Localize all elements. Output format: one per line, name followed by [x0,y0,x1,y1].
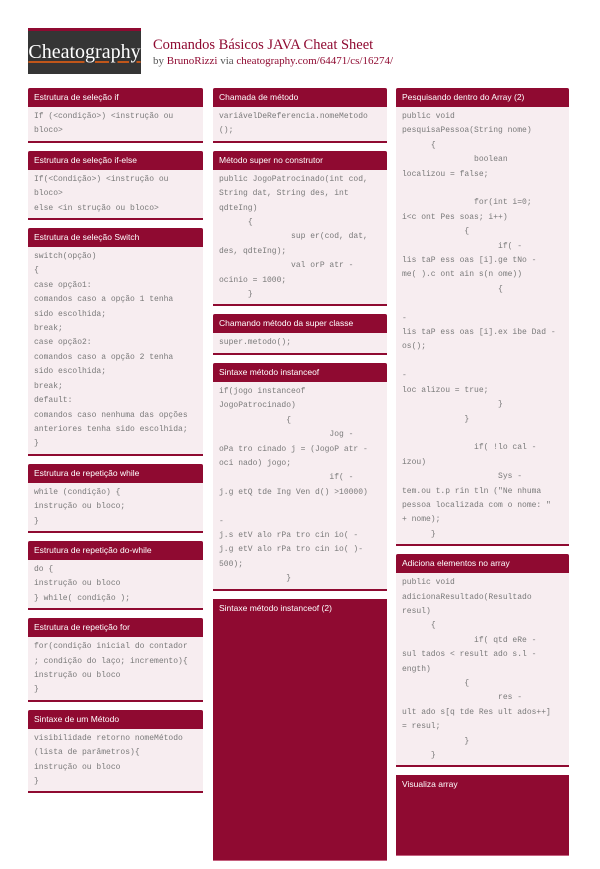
code-line: resul) [402,606,431,616]
code-block [213,382,387,589]
code-line: if( qtd eRe - [402,635,537,645]
code-block [28,637,203,700]
code-line: Jog - [219,430,354,440]
code-line: adicionaResultado(Resultado [402,592,532,602]
code-line: { [219,415,292,425]
code-line: { [402,227,470,237]
section-box [28,151,203,220]
code-block [28,729,203,792]
code-line: if( - [219,473,354,483]
code-line: 500); [219,559,244,569]
code-line: - [219,502,378,526]
code-line: instrução ou bloco [34,579,121,589]
section-box [28,618,203,702]
code-line: ; condição do laço; incremento){ [34,656,188,666]
code-line: anteriores tenha sido escolhida; [34,424,188,434]
code-line: Sys - [402,472,523,482]
code-line: sido escolhida; [34,309,107,319]
code-line: } [402,400,503,410]
code-line: if( - [402,241,523,251]
code-line: } [402,414,470,424]
code-line: comandos caso a opção 2 tenha [34,352,174,362]
code-line: { [402,679,470,688]
code-line: } [402,751,436,761]
code-block [213,107,387,141]
section-box [213,363,387,591]
section-title: Chamando método da super classe [213,314,387,333]
code-line: comandos caso nenhuma das opções [34,410,188,420]
code-line: default: [34,396,73,406]
section-title: Método super no construtor [213,151,387,170]
section-title: Sintaxe método instanceof [213,363,387,382]
code-line: If (<condição>) <instrução ou [34,112,174,121]
section-box [213,151,387,307]
code-block [28,107,203,141]
code-line: lis taP ess oas [i].ex ibe Dad - [402,328,556,338]
code-line: } [219,290,253,300]
code-line: (lista de parâmetros){ [34,748,140,758]
section-title: Chamada de método [213,88,387,107]
code-line: qdteIng) [219,203,258,213]
section-title: Estrutura de seleção Switch [28,228,203,247]
code-line [402,182,563,196]
code-line: { [219,218,253,228]
code-line: val orP atr - [219,261,354,271]
section-title: Visualiza array [396,775,569,794]
cheatography-logo[interactable] [28,28,141,74]
code-line: } [34,439,39,449]
code-line: else <in strução ou bloco> [34,203,159,213]
section-box [396,554,569,767]
section-box [28,88,203,143]
section-title: Estrutura de repetição for [28,618,203,637]
code-line: des, qdteIng); [219,246,287,256]
section-title: Adiciona elementos no array [396,554,569,573]
column-3 [396,88,569,864]
section-box [28,541,203,610]
code-line: localizou = false; [402,169,489,179]
code-block [28,170,203,218]
code-line: pesquisaPessoa(String nome) [402,126,532,136]
author-link[interactable]: BrunoRizzi [166,55,218,67]
section-box [28,228,203,456]
section-title: Estrutura de repetição do-while [28,541,203,560]
code-line: instrução ou bloco [34,762,121,772]
code-line: { [402,621,436,631]
code-line: if( !lo cal - [402,443,537,453]
code-line: do { [34,564,54,574]
code-line: + nome); [402,515,441,525]
code-line: if(jogo instanceof [219,386,306,396]
code-line: comandos caso a opção 1 tenha [34,295,174,305]
code-line: If(<Condição>) <instrução ou [34,174,169,184]
section-title: Estrutura de repetição while [28,464,203,483]
code-line: } [402,736,470,746]
code-line: public void [402,578,455,588]
code-line: String dat, String des, int [219,189,349,199]
code-line: { [402,140,436,150]
code-line: tem.ou t.p rin tln ("Ne nhuma [402,486,542,496]
code-block [28,483,203,531]
code-line: j.g etV alo rPa tro cin io( )- [219,545,364,555]
code-line: - [402,299,561,323]
code-block [28,247,203,454]
byline [153,54,393,68]
code-line: ocinio = 1000; [219,275,287,285]
code-line: visibilidade retorno nomeMétodo [34,733,183,743]
code-line: = resul; [402,722,441,732]
code-line: { [402,284,503,294]
section-box [396,775,569,856]
page-title: Comandos Básicos JAVA Cheat Sheet [153,37,374,53]
code-block [213,170,387,305]
code-line: } [402,529,436,539]
section-box [213,599,387,861]
section-title: Sintaxe de um Método [28,710,203,729]
code-line: } [219,574,292,584]
code-block [396,573,569,765]
code-line: for(condição inicial do contador [34,642,188,652]
code-line: for(int i=0; [402,198,532,208]
code-line: ength) [402,664,431,674]
title-block [153,37,393,68]
code-line: } [34,516,39,526]
code-line: pessoa localizada com o nome: " [402,500,551,510]
column-2 [213,88,387,869]
code-line: j.g etQ tde Ing Ven d() >10000) [219,487,368,497]
code-line: super.metodo(); [219,338,292,348]
logo-text: Cheatography [28,41,141,63]
code-block [213,333,387,352]
section-box [213,314,387,354]
code-line [402,427,563,441]
code-line: bloco> [34,126,63,136]
code-line: switch(opção) [34,252,97,262]
code-line: break; [34,381,63,391]
code-line: os(); [402,342,427,352]
code-line: i<c ont Pes soas; i++) [402,212,508,222]
code-line: } [34,777,39,786]
code-line: } [34,685,39,695]
code-line: bloco> [34,189,63,199]
code-line: instrução ou bloco; [34,502,126,512]
code-line: case opção2: [34,338,92,348]
section-box [28,710,203,794]
code-block [396,107,569,544]
code-line: public JogoPatrocinado(int cod, [219,174,368,184]
code-line: j.s etV alo rPa tro cin io( - [219,530,359,540]
code-line: variávelDeReferencia.nomeMetodo(); [219,112,368,136]
section-box [396,88,569,546]
code-line: - [402,356,561,381]
code-line: instrução ou bloco [34,670,121,680]
section-title: Estrutura de seleção if [28,88,203,107]
section-title: Pesquisando dentro do Array (2) [396,88,569,107]
code-line: boolean [402,155,508,165]
column-1 [28,88,203,801]
by-label: by [153,55,164,67]
section-title: Estrutura de seleção if-else [28,151,203,170]
via-label: via [220,55,234,67]
code-line: case opção1: [34,280,92,290]
code-line: ult ado s[q tde Res ult ados++] [402,707,551,717]
code-line: loc alizou = true; [402,385,489,395]
code-line: break; [34,324,63,334]
code-line: izou) [402,457,427,467]
code-line: oci nado) jogo; [219,458,292,468]
code-line: public void [402,112,455,121]
code-line: sup er(cod, dat, [219,232,368,242]
code-line: } while( condição ); [34,593,131,603]
code-block [28,560,203,608]
sheet-url-link[interactable]: cheatography.com/64471/cs/16274/ [236,55,394,67]
code-line: while (condição) { [34,487,121,497]
code-line: oPa tro cinado j = (JogoP atr - [219,444,368,454]
section-box [28,464,203,533]
code-line: { [34,266,39,276]
code-line: me( ).c ont ain s(n ome)) [402,270,523,280]
section-title: Sintaxe método instanceof (2) [213,599,387,618]
code-line: sido escolhida; [34,367,107,377]
section-box [213,88,387,143]
code-line: lis taP ess oas [i].ge tNo - [402,256,537,266]
code-line: sul tados < result ado s.l - [402,650,537,660]
code-line: JogoPatrocinado) [219,401,296,411]
code-line: res - [402,693,523,703]
